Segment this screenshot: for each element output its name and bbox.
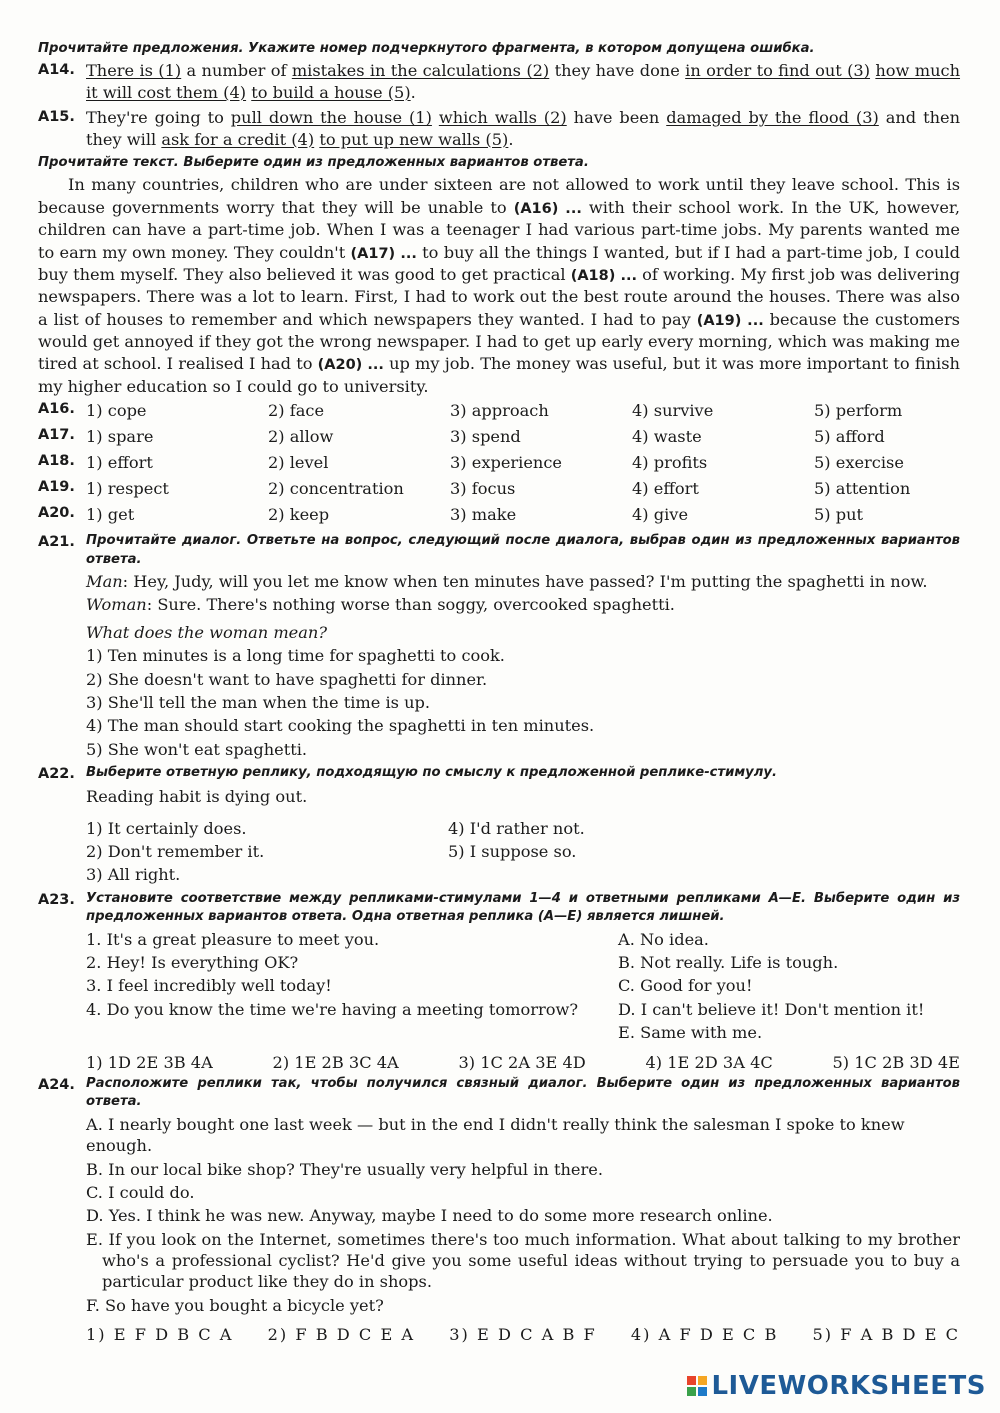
option[interactable]: 3) make xyxy=(450,505,517,525)
gap-a20: (A20) ... xyxy=(317,357,384,374)
answer-option[interactable]: 3) She'll tell the man when the time is up. xyxy=(86,692,431,712)
answer-option[interactable]: 2) 1E 2B 3C 4A xyxy=(272,1052,399,1072)
option[interactable]: 1) respect xyxy=(86,479,169,499)
fragment-1: There is (1) xyxy=(86,61,182,81)
liveworksheets-logo xyxy=(687,1369,986,1403)
option[interactable]: 1) get xyxy=(86,505,135,525)
option[interactable]: 2) keep xyxy=(268,505,330,525)
question-a22 xyxy=(38,764,960,784)
answer-option[interactable]: 3) E D C A B F xyxy=(449,1325,597,1345)
option[interactable]: 4) survive xyxy=(632,401,714,421)
question-number: A21. xyxy=(38,534,75,551)
option[interactable]: 2) face xyxy=(268,401,325,421)
option[interactable]: 2) allow xyxy=(268,427,334,447)
options-row-a18: A18. 1) effort 2) level 3) experience 4) profits 5) exercise xyxy=(38,452,960,478)
answer-option[interactable]: 4) 1E 2D 3A 4C xyxy=(645,1052,773,1072)
question-number: A23. xyxy=(38,891,75,908)
option[interactable]: 4) profits xyxy=(632,453,708,473)
stimulus-line: 2. Hey! Is everything OK? xyxy=(86,953,299,972)
dialogue-line: F. So have you bought a bicycle yet? xyxy=(86,1295,384,1315)
answer-option[interactable]: 4) A F D E C B xyxy=(630,1325,779,1345)
dialogue-line: C. I could do. xyxy=(86,1182,195,1202)
stimulus-line: 1. It's a great pleasure to meet you. xyxy=(86,929,380,949)
stimulus-line: 4. Do you know the time we're having a meeting tomorrow? xyxy=(86,999,579,1019)
question-number: A15. xyxy=(38,109,75,126)
fragment-3: damaged by the flood (3) xyxy=(666,108,879,128)
options-row-a17: A17. 1) spare 2) allow 3) spend 4) waste 5) afford xyxy=(38,426,960,452)
question-text: They're going to pull down the house (1) which walls (2) have been damaged by the flood (3) and then they will ask for a credit (4) to put up new walls (5). xyxy=(86,108,961,149)
question-number: A14. xyxy=(38,62,75,79)
response-line: E. Same with me. xyxy=(618,1023,763,1043)
answer-option[interactable]: 2) She doesn't want to have spaghetti for dinner. xyxy=(86,669,488,689)
option[interactable]: 3) approach xyxy=(450,401,549,421)
options-row-a20: A20. 1) get 2) keep 3) make 4) give 5) put xyxy=(38,504,960,530)
question-a23 xyxy=(38,890,960,927)
question-number: A24. xyxy=(38,1076,75,1093)
question-a21 xyxy=(38,532,960,569)
dialogue-line: E. If you look on the Internet, sometimes there's too much information. What about talking to my brother who's a professional cyclist? He'd give you some useful ideas without trying to persuade you to buy a particular product like they do in shops. xyxy=(86,1229,960,1292)
gap-a17: (A17) ... xyxy=(350,245,417,262)
answer-option[interactable]: 1) E F D B C A xyxy=(86,1325,234,1345)
a23-answer-options xyxy=(38,1052,960,1073)
logo-square xyxy=(687,1376,696,1385)
logo-square xyxy=(698,1376,707,1385)
fragment-3: in order to find out (3) xyxy=(685,61,871,81)
logo-text: LIVEWORKSHEETS xyxy=(711,1370,986,1401)
fragment-2: mistakes in the calculations (2) xyxy=(291,61,550,81)
fragment-1: pull down the house (1) xyxy=(230,108,432,128)
answer-option[interactable]: 4) I'd rather not. xyxy=(448,818,585,838)
response-line: C. Good for you! xyxy=(618,976,753,996)
gap-a18: (A18) ... xyxy=(570,267,637,284)
stimulus: Reading habit is dying out. xyxy=(86,787,308,807)
option[interactable]: 3) focus xyxy=(450,479,516,499)
question-a24 xyxy=(38,1075,960,1112)
worksheet-page xyxy=(38,40,960,1346)
question-instruction: Прочитайте диалог. Ответьте на вопрос, следующий после диалога, выбрав один из предложенных вариантов ответа. xyxy=(86,533,960,567)
reading-text: In many countries, children who are under sixteen are not allowed to work until they leave school. This is because governments worry that they will be unable to (A16) ... with their school work. In the UK, however, children can have a part-time job. When I was a teenager I had various part-time jobs. My parents wanted me to earn my own money. They couldn't (A17) ... to buy all the things I wanted, but if I had a part-time job, I could buy them myself. They also believed it was good to get practical (A18) ... of working. My first job was delivering newspapers. There was a lot to learn. First, I had to work out the best route around the houses. There was also a list of houses to remember and which newspapers they wanted. I had to pay (A19) ... because the customers would get annoyed if they got the wrong newspaper. I had to get up early every morning, which was making me tired at school. I realised I had to (A20) ... up my job. The money was useful, but it was more important to finish my higher education so I could go to university. xyxy=(38,175,961,396)
answer-option[interactable]: 5) F A B D E C xyxy=(812,1325,960,1345)
option[interactable]: 2) concentration xyxy=(268,479,404,499)
dialogue-line: D. Yes. I think he was new. Anyway, maybe I need to do some more research online. xyxy=(86,1206,773,1226)
answer-option[interactable]: 3) All right. xyxy=(86,865,181,885)
option[interactable]: 5) perform xyxy=(814,401,903,421)
options-row-a16: A16. 1) cope 2) face 3) approach 4) survive 5) perform xyxy=(38,400,960,426)
fragment-5: to put up new walls (5) xyxy=(319,129,509,149)
instruction-text-task: Прочитайте текст. Выберите один из предложенных вариантов ответа. xyxy=(38,154,589,170)
instruction-error-task: Прочитайте предложения. Укажите номер подчеркнутого фрагмента, в котором допущена ошибка. xyxy=(38,41,815,56)
answer-option[interactable]: 1) It certainly does. xyxy=(86,818,247,838)
logo-square xyxy=(698,1387,707,1396)
answer-option[interactable]: 2) F B D C E A xyxy=(267,1325,416,1345)
speaker-woman: Woman xyxy=(86,595,147,615)
dialogue-line: A. I nearly bought one last week — but in the end I didn't really think the salesman I spoke to knew enough. xyxy=(86,1114,905,1156)
option[interactable]: 5) attention xyxy=(814,479,911,499)
answer-option[interactable]: 5) I suppose so. xyxy=(448,841,577,861)
question-text: There is (1) a number of mistakes in the calculations (2) they have done in order to find out (3) how much it will cost them (4) to build a house (5). xyxy=(86,61,961,102)
answer-option[interactable]: 1) Ten minutes is a long time for spaghetti to cook. xyxy=(86,646,505,666)
a24-answer-options xyxy=(38,1324,960,1345)
response-line: B. Not really. Life is tough. xyxy=(618,953,839,972)
option[interactable]: 5) put xyxy=(814,505,864,525)
option[interactable]: 1) cope xyxy=(86,401,147,421)
gap-a19: (A19) ... xyxy=(696,312,764,329)
gap-a16: (A16) ... xyxy=(513,200,582,217)
fragment-4: how much it will cost them (4) xyxy=(86,61,961,102)
option[interactable]: 5) exercise xyxy=(814,453,904,473)
options-table xyxy=(38,400,960,530)
option[interactable]: 4) effort xyxy=(632,479,699,499)
question-a15 xyxy=(38,107,960,150)
option[interactable]: 2) level xyxy=(268,453,329,473)
question-instruction: Выберите ответную реплику, подходящую по смыслу к предложенной реплике-стимулу. xyxy=(86,765,778,781)
answer-option[interactable]: 4) The man should start cooking the spaghetti in ten minutes. xyxy=(86,716,595,736)
fragment-5: to build a house (5) xyxy=(251,82,411,102)
answer-option[interactable]: 5) She won't eat spaghetti. xyxy=(86,739,308,759)
option[interactable]: 5) afford xyxy=(814,427,885,447)
stimulus-line: 3. I feel incredibly well today! xyxy=(86,976,332,996)
answer-option[interactable]: 2) Don't remember it. xyxy=(86,841,265,861)
option[interactable]: 4) give xyxy=(632,505,689,525)
dialogue-question: What does the woman mean? xyxy=(86,622,328,642)
option[interactable]: 3) experience xyxy=(450,453,562,473)
answer-option[interactable]: 5) 1C 2B 3D 4E xyxy=(832,1052,960,1072)
question-instruction: Установите соответствие между репликами-стимулами 1—4 и ответными репликами А—Е. Выберите один из предложенных вариантов ответа. Одна ответная реплика (А—Е) является лишней. xyxy=(86,890,960,925)
logo-square xyxy=(687,1387,696,1396)
dialogue: Man: Hey, Judy, will you let me know when ten minutes have passed? I'm putting the spaghetti in now. Woman: Sure. There's nothing worse than soggy, overcooked spaghetti. What does the woman mean? 1) Ten minutes is a long time for spaghetti to cook. 2) She doesn't want to have spaghetti for dinner. 3) She'll tell the man when the time is up. 4) The man should start cooking the spaghetti in ten minutes. 5) She won't eat spaghetti. xyxy=(38,571,960,760)
question-instruction: Расположите реплики так, чтобы получился связный диалог. Выберите один из предложенных вариантов ответа. xyxy=(86,1075,960,1110)
option[interactable]: 4) waste xyxy=(632,427,702,447)
speaker-man: Man xyxy=(86,572,123,592)
logo-icon xyxy=(687,1376,707,1396)
dialogue-line: B. In our local bike shop? They're usually very helpful in there. xyxy=(86,1159,603,1179)
question-a14 xyxy=(38,60,960,103)
response-line: A. No idea. xyxy=(618,929,709,949)
answer-option[interactable]: 1) 1D 2E 3B 4A xyxy=(86,1052,213,1072)
question-number: A22. xyxy=(38,766,75,783)
answer-option[interactable]: 3) 1C 2A 3E 4D xyxy=(458,1052,586,1072)
fragment-2: which walls (2) xyxy=(438,108,567,128)
response-line: D. I can't believe it! Don't mention it! xyxy=(618,999,925,1019)
option[interactable]: 1) spare xyxy=(86,427,154,447)
option[interactable]: 1) effort xyxy=(86,453,153,473)
fragment-4: ask for a credit (4) xyxy=(161,129,315,149)
option[interactable]: 3) spend xyxy=(450,427,521,447)
options-row-a19: A19. 1) respect 2) concentration 3) focus 4) effort 5) attention xyxy=(38,478,960,504)
